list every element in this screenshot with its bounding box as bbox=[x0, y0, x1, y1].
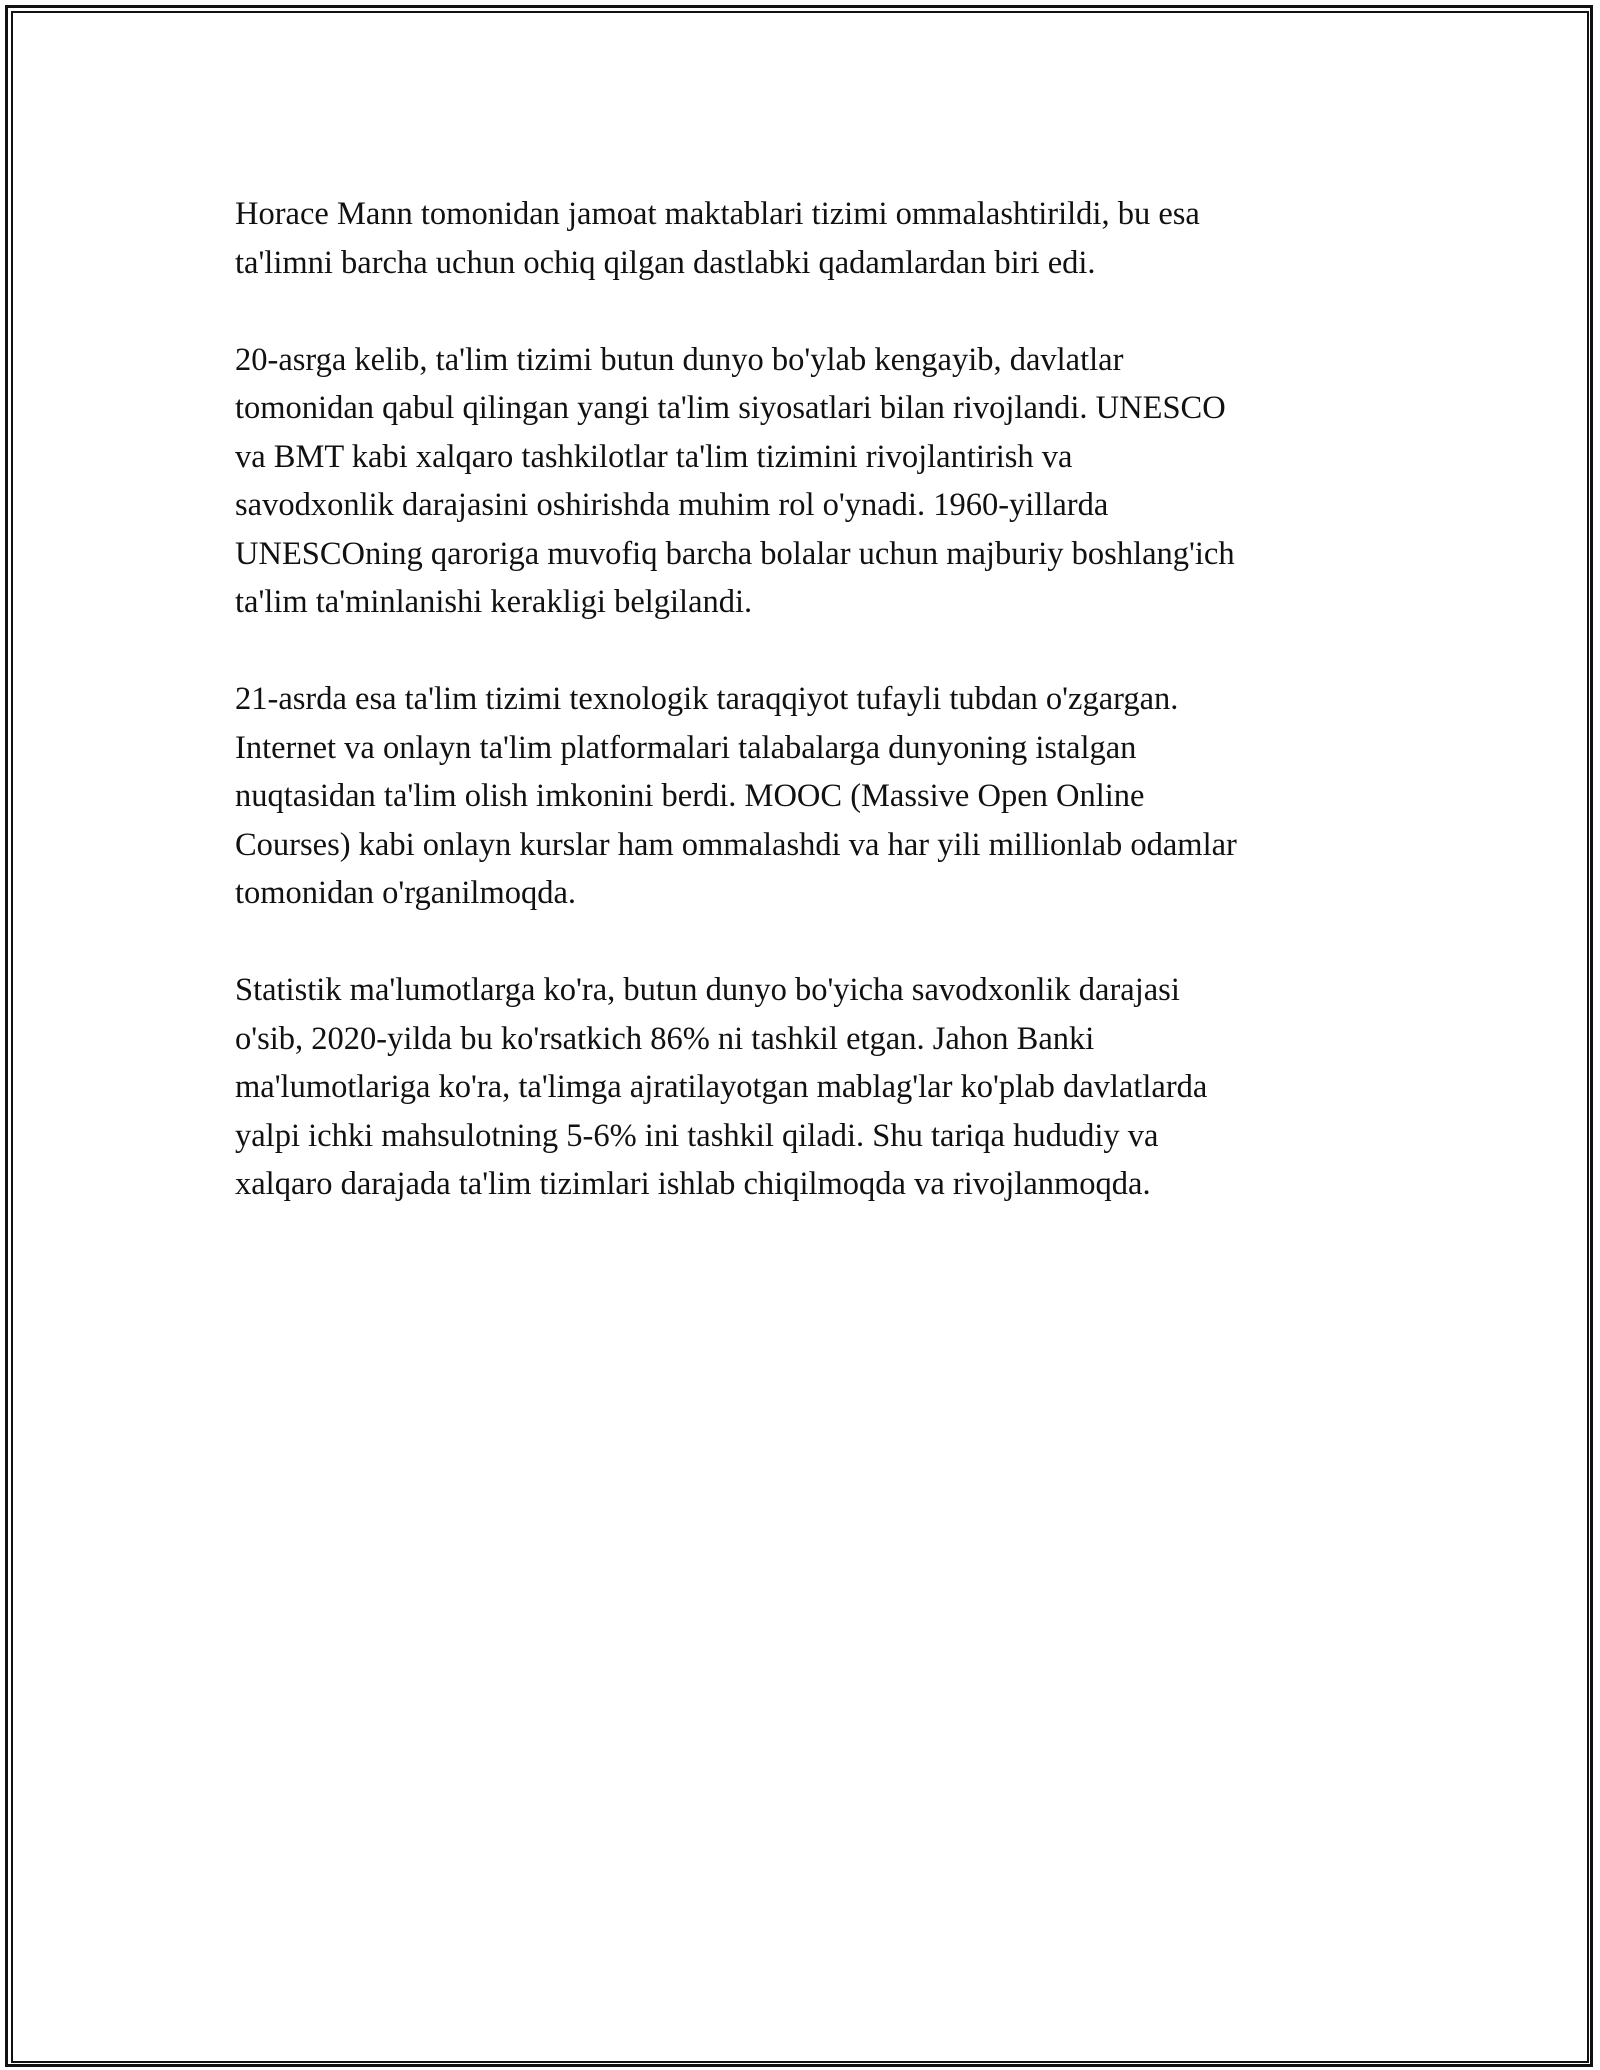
text-line: yalpi ichki mahsulotning 5-6% ini tashkil qiladi. Shu tariqa hududiy va bbox=[235, 1117, 1159, 1154]
text-line: 20-asrga kelib, ta'lim tizimi butun dunyo bo'ylab kengayib, davlatlar bbox=[235, 341, 1124, 378]
paragraph-20th-century bbox=[235, 336, 1375, 627]
text-line: xalqaro darajada ta'lim tizimlari ishlab chiqilmoqda va rivojlanmoqda. bbox=[235, 1166, 1151, 1202]
text-line: Internet va onlayn ta'lim platformalari talabalarga dunyoning istalgan bbox=[235, 729, 1137, 766]
text-line: nuqtasidan ta'lim olish imkonini berdi. MOOC (Massive Open Online bbox=[235, 778, 1145, 814]
text-line: tomonidan qabul qilingan yangi ta'lim siyosatlari bilan rivojlandi. UNESCO bbox=[235, 390, 1226, 426]
paragraph-statistics bbox=[235, 966, 1375, 1209]
text-line: o'sib, 2020-yilda bu ko'rsatkich 86% ni tashkil etgan. Jahon Banki bbox=[235, 1020, 1095, 1057]
text-line: va BMT kabi xalqaro tashkilotlar ta'lim tizimini rivojlantirish va bbox=[235, 438, 1073, 475]
text-line: savodxonlik darajasini oshirishda muhim rol o'ynadi. 1960-yillarda bbox=[235, 487, 1109, 523]
document-body bbox=[235, 190, 1375, 1257]
paragraph-21st-century bbox=[235, 675, 1375, 918]
text-line: tomonidan o'rganilmoqda. bbox=[235, 875, 577, 911]
text-line: 21-asrda esa ta'lim tizimi texnologik taraqqiyot tufayli tubdan o'zgargan. bbox=[235, 681, 1179, 717]
text-line: Courses) kabi onlayn kurslar ham ommalashdi va har yili millionlab odamlar bbox=[235, 826, 1237, 863]
text-line: Horace Mann tomonidan jamoat maktablari tizimi ommalashtirildi, bu esa bbox=[235, 196, 1200, 232]
text-line: UNESCOning qaroriga muvofiq barcha bolalar uchun majburiy boshlang'ich bbox=[235, 535, 1235, 572]
text-line: ta'lim ta'minlanishi kerakligi belgilandi. bbox=[235, 584, 753, 620]
text-line: Statistik ma'lumotlarga ko'ra, butun dunyo bo'yicha savodxonlik darajasi bbox=[235, 972, 1180, 1008]
text-line: ta'limni barcha uchun ochiq qilgan dastlabki qadamlardan biri edi. bbox=[235, 244, 1096, 281]
paragraph-horace-mann bbox=[235, 190, 1375, 287]
text-line: ma'lumotlariga ko'ra, ta'limga ajratilayotgan mablag'lar ko'plab davlatlarda bbox=[235, 1069, 1208, 1105]
